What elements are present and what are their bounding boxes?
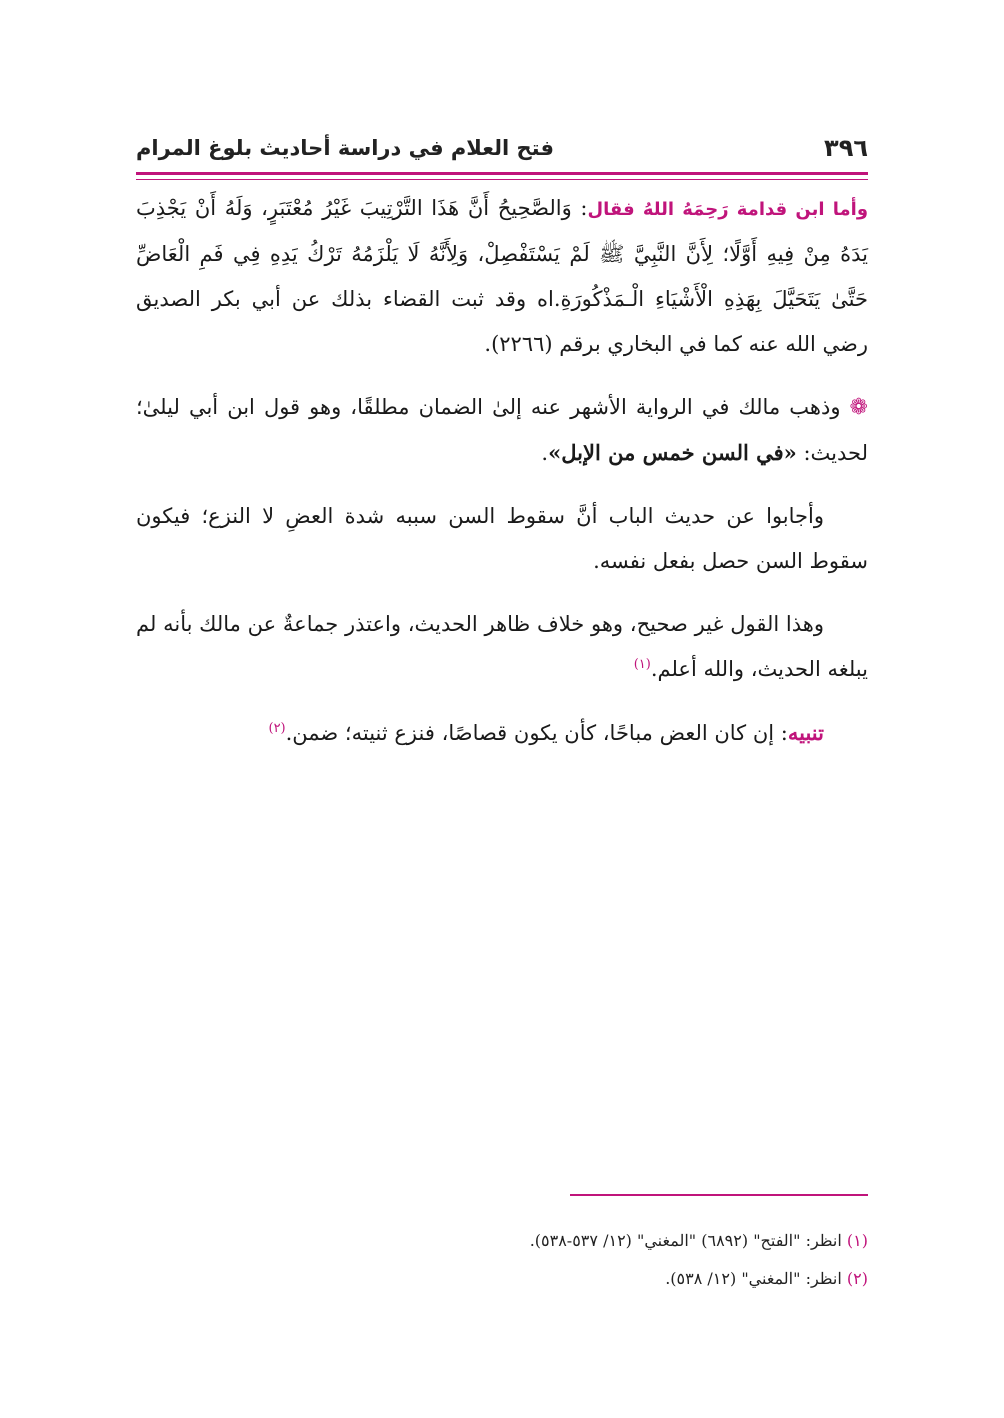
footnote-2 bbox=[136, 1260, 868, 1298]
note-label: تنبيه bbox=[787, 720, 824, 745]
footnote-number: (٢) bbox=[846, 1269, 868, 1288]
footnote-text: انظر: "الفتح" (٦٨٩٢) "المغني" (١٢/ ٥٣٧-٥٣٨). bbox=[529, 1231, 842, 1250]
footnote-ref-2[interactable]: (٢) bbox=[268, 721, 286, 736]
footnote-text: انظر: "المغني" (١٢/ ٥٣٨). bbox=[665, 1269, 842, 1288]
paragraph-malik bbox=[136, 385, 868, 476]
main-text bbox=[136, 186, 868, 756]
paragraph-critique bbox=[136, 602, 868, 692]
page-header bbox=[136, 128, 868, 168]
footnote-1 bbox=[136, 1222, 868, 1260]
paragraph-reply: وأجابوا عن حديث الباب أنَّ سقوط السن سببه شدة العضِ لا النزع؛ فيكون سقوط السن حصل بفعل نفسه. bbox=[136, 504, 868, 573]
header-rule-thin bbox=[136, 179, 868, 180]
footnotes bbox=[136, 1222, 868, 1298]
page-number: ٣٩٦ bbox=[824, 134, 868, 162]
footnote-ref-1[interactable]: (١) bbox=[633, 657, 651, 672]
footnote-number: (١) bbox=[846, 1231, 868, 1250]
paragraph-end: . bbox=[541, 441, 549, 465]
hadith-quote: «في السن خمس من الإبل» bbox=[548, 440, 797, 465]
paragraph-text: وذهب مالك في الرواية الأشهر عنه إلىٰ الضمان مطلقًا، وهو قول ابن أبي ليلىٰ؛ لحديث: bbox=[136, 395, 868, 465]
paragraph-note bbox=[136, 710, 868, 756]
running-title: فتح العلام في دراسة أحاديث بلوغ المرام bbox=[136, 136, 554, 160]
flower-ornament-icon: ❁ bbox=[849, 395, 868, 420]
paragraph-text: : وَالصَّحِيحُ أَنَّ هَذَا التَّرْتِيبَ غَيْرُ مُعْتَبَرٍ، وَلَهُ أَنْ يَجْذِبَ يَدَهُ مِنْ فِيهِ أَوَّلًا؛ لِأَنَّ النَّبِيَّ ﷺ لَمْ يَسْتَفْصِلْ، وَلِأَنَّهُ لَا يَلْزَمُهُ تَرْكُ يَدِهِ فِي فَمِ الْعَاضِّ حَتَّىٰ يَتَحَيَّلَ بِهَذِهِ الْأَشْيَاءِ الْـمَذْكُورَةِ.اه وقد ثبت القضاء بذلك عن أبي بكر الصديق رضي الله عنه كما في البخاري برقم (٢٢٦٦). bbox=[136, 196, 868, 356]
paragraph-ibn-qudama bbox=[136, 186, 868, 367]
speaker-label: وأما ابن قدامة رَحِمَهُ اللهُ فقال bbox=[587, 199, 869, 220]
footnote-separator bbox=[570, 1194, 868, 1196]
paragraph-text: : إن كان العض مباحًا، كأن يكون قصاصًا، فنزع ثنيته؛ ضمن. bbox=[285, 721, 788, 745]
paragraph-text: وهذا القول غير صحيح، وهو خلاف ظاهر الحديث، واعتذر جماعةٌ عن مالك بأنه لم يبلغه الحديث، والله أعلم. bbox=[136, 612, 868, 681]
header-rule-thick bbox=[136, 172, 868, 175]
